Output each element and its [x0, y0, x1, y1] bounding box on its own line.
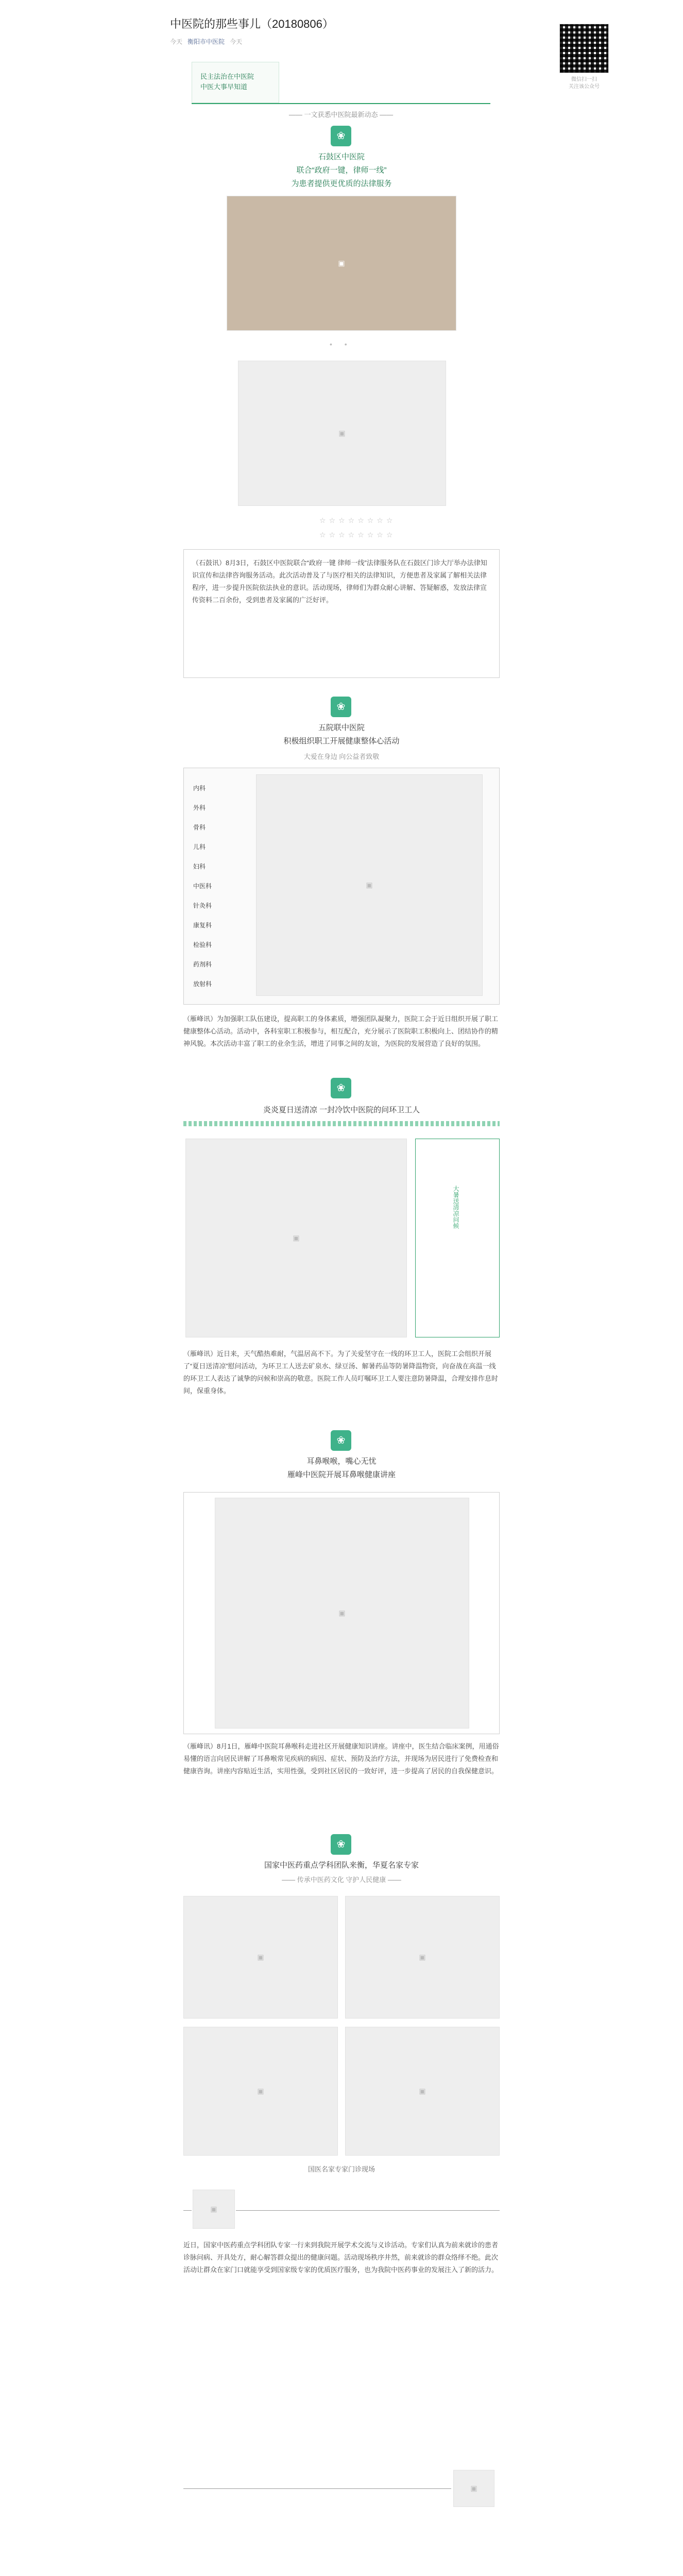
leaf-badge-icon: ❀ [331, 1834, 351, 1855]
list-item: 康复科 [193, 922, 212, 929]
section3-paragraph: （雁峰讯）近日来，天气酷热难耐，气温居高不下。为了关爱坚守在一线的环卫工人，医院工会组织开展了“夏日送清凉”慰问活动，为环卫工人送去矿泉水、绿豆汤、解暑药品等防暑降温物资，向奋战在高温一线的环卫工人表达了诚挚的问候和崇高的敬意。医院工作人员叮嘱环卫工人要注意防暑降温，合理安排作息时间，保重身体。 [183, 1350, 499, 1395]
qr-code-image [559, 24, 609, 73]
section4-paragraph: （雁峰讯）8月1日，雁峰中医院耳鼻喉科走进社区开展健康知识讲座。讲座中，医生结合临床案例，用通俗易懂的语言向居民讲解了耳鼻喉常见疾病的病因、症状、预防及治疗方法，并现场为居民进行了免费检查和健康咨询。讲座内容贴近生活，实用性强，受到社区居民的一致好评，进一步提高了居民的自我保健意识。 [183, 1742, 499, 1775]
banner-image [192, 62, 279, 103]
wave-divider [183, 1121, 500, 1126]
section2-title [206, 721, 477, 748]
vertical-caption-box [415, 1139, 500, 1337]
section5-sub: —— 传承中医药文化 守护人民健康 —— [282, 1876, 401, 1884]
intro-paragraph: （石鼓讯）8月3日，石鼓区中医院联合“政府一键 律师一线”法律服务队在石鼓区门诊大厅举办法律知识宣传和法律咨询服务活动。此次活动普及了与医疗相关的法律知识，方便患者及家属了解相关法律程序，进一步提升医院依法执业的意识。活动现场，律师们为群众耐心讲解、答疑解惑，发放法律宣传资料二百余份，受到患者及家属的广泛好评。 [192, 559, 487, 604]
intro-headline [206, 150, 477, 191]
image-placeholder: ▣ [345, 2027, 500, 2156]
leaf-badge-icon: ❀ [331, 126, 351, 146]
list-item: 检验科 [193, 941, 212, 948]
line [183, 2488, 451, 2489]
section2-title-1: 五院联中医院 [318, 723, 365, 732]
intro-text-box [183, 549, 500, 678]
leaf-badge-icon: ❀ [331, 697, 351, 717]
article-meta [170, 37, 242, 46]
list-item: 外科 [193, 804, 206, 811]
account-name-link[interactable]: 衡阳市中医院 [187, 38, 225, 45]
list-item: 骨科 [193, 824, 206, 831]
article-title: 中医院的那些事儿（20180806） [170, 18, 334, 30]
image-placeholder: ▣ [238, 361, 446, 506]
banner-title-2: 中医大事早知道 [200, 83, 248, 91]
divider-stars-2: ☆☆☆☆☆☆☆☆ [319, 531, 396, 539]
banner-sub: —— 一文获悉中医院最新动态 —— [288, 111, 394, 118]
intro-headline-3: 为患者提供更优质的法律服务 [291, 179, 392, 188]
section4-image-panel [183, 1492, 500, 1734]
image-placeholder: ▣ [453, 2470, 494, 2507]
list-item: 中医科 [193, 883, 212, 890]
section4-title-1: 耳鼻喉喉，嘴心无忧 [306, 1457, 377, 1466]
qr-line-1: 微信扫一扫 [571, 77, 597, 82]
section4-title [206, 1455, 477, 1482]
event-photo: ▣ [227, 196, 456, 331]
green-divider [192, 103, 490, 104]
section4-title-2: 雁峰中医院开展耳鼻喉健康讲座 [287, 1470, 396, 1479]
section2-image-panel [183, 768, 500, 1005]
list-item: 妇科 [193, 863, 206, 870]
image-placeholder: ▣ [215, 1498, 469, 1728]
list-item: 内科 [193, 785, 206, 792]
image-placeholder: ▣ [183, 1896, 338, 2019]
section5-paragraph: 近日，国家中医药重点学科团队专家一行来到我院开展学术交流与义诊活动。专家们认真为前来就诊的患者诊脉问病、开具处方，耐心解答群众提出的健康问题。活动现场秩序井然，前来就诊的群众络绎不绝。此次活动让群众在家门口就能享受到国家级专家的优质医疗服务，也为我院中医药事业的发展注入了新的活力。 [183, 2241, 499, 2274]
photo-caption: 国医名家专家门诊现场 [308, 2165, 375, 2173]
intro-headline-2: 联合“政府一键，律师一线” [296, 166, 387, 175]
vertical-caption: 大暑送清凉问候 [452, 1185, 459, 1229]
divider-dots: • • [330, 340, 352, 348]
meta-suffix: 今天 [230, 38, 243, 45]
divider-stars: ☆☆☆☆☆☆☆☆ [319, 516, 396, 524]
section2-title-2: 积极组织职工开展健康整体心活动 [283, 737, 400, 745]
list-item: 针灸科 [193, 902, 212, 909]
qr-line-2: 关注该公众号 [569, 84, 600, 90]
list-item: 放射科 [193, 980, 212, 988]
list-item: 儿科 [193, 843, 206, 851]
image-placeholder: ▣ [345, 1896, 500, 2019]
department-list [193, 778, 212, 994]
section3-title: 炎炎夏日送清凉 一封冷饮中医院的问环卫工人 [263, 1106, 420, 1114]
intro-headline-1: 石鼓区中医院 [318, 152, 365, 161]
leaf-badge-icon: ❀ [331, 1430, 351, 1451]
qr-code-panel [557, 24, 611, 101]
section2-paragraph: （雁峰讯）为加强职工队伍建设，提高职工的身体素质，增强团队凝聚力，医院工会于近日组织开展了职工健康整体心活动。活动中，各科室职工积极参与，相互配合，充分展示了医院职工积极向上、团结协作的精神风貌。本次活动丰富了职工的业余生活，增进了同事之间的友谊，为医院的发展营造了良好的氛围。 [183, 1015, 499, 1047]
list-item: 药剂科 [193, 961, 212, 968]
section2-sub: 大爱在身边 向公益者致敬 [303, 753, 380, 760]
line [236, 2210, 500, 2211]
image-placeholder: ▣ [256, 774, 483, 996]
section5-title: 国家中医药重点学科团队来衡，华夏名家专家 [264, 1861, 419, 1870]
image-placeholder: ▣ [193, 2190, 235, 2229]
meta-prefix: 今天 [170, 38, 183, 45]
leaf-badge-icon: ❀ [331, 1078, 351, 1098]
image-placeholder: ▣ [185, 1139, 407, 1337]
image-placeholder: ▣ [183, 2027, 338, 2156]
banner-title-1: 民主法治在中医院 [200, 73, 254, 80]
line [183, 2210, 192, 2211]
